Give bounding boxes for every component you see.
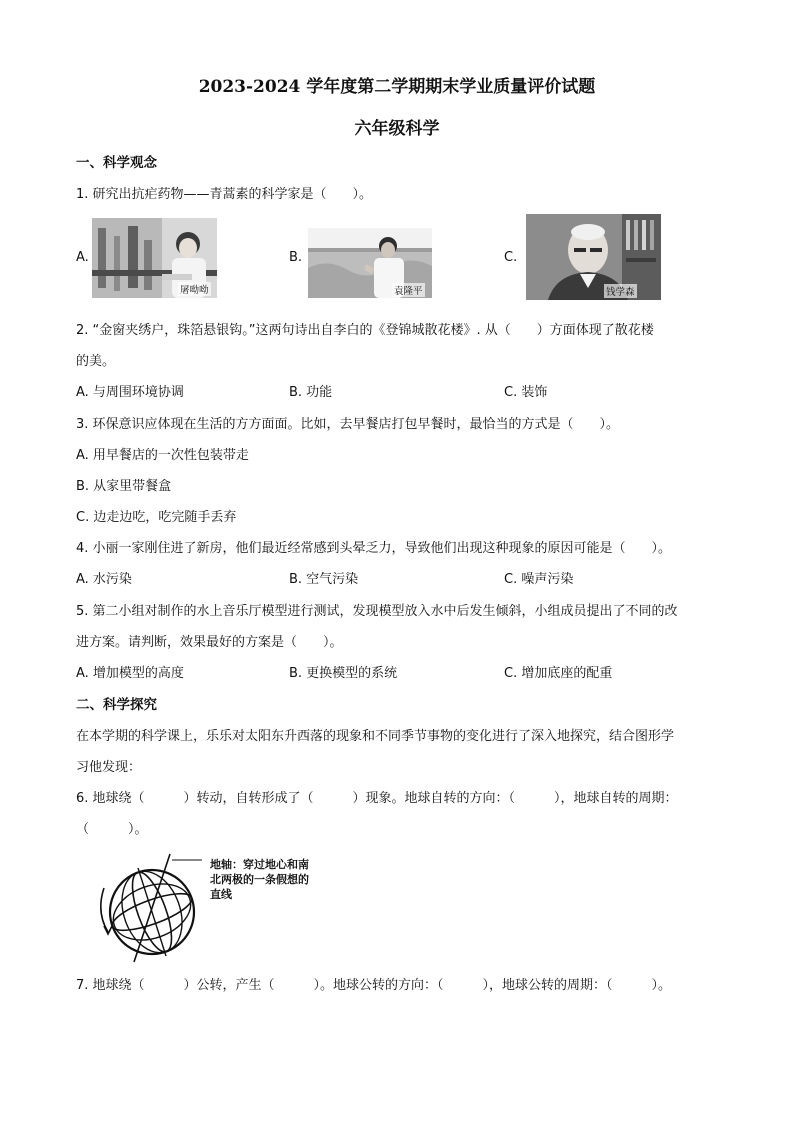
q1-photo-b xyxy=(308,228,432,298)
q3-option-b: B. 从家里带餐盒 xyxy=(76,479,172,494)
q2-option-b: B. 功能 xyxy=(289,385,333,400)
q2-option-a: A. 与周围环境协调 xyxy=(76,385,184,400)
question-7: 7. 地球绕（ ）公转，产生（ ）。地球公转的方向：（ ），地球公转的周期：（ ）。 xyxy=(76,978,672,993)
question-2-line-2: 的美。 xyxy=(76,354,116,369)
q5-option-b: B. 更换模型的系统 xyxy=(289,666,398,681)
q3-option-c: C. 边走边吃，吃完随手丢弃 xyxy=(76,510,237,525)
question-5-line-1: 5. 第二小组对制作的水上音乐厅模型进行测试，发现模型放入水中后发生倾斜，小组成员提出了不同的改 xyxy=(76,604,678,619)
q5-option-c: C. 增加底座的配重 xyxy=(504,666,613,681)
q4-option-a: A. 水污染 xyxy=(76,572,132,587)
question-4: 4. 小丽一家刚住进了新房，他们最近经常感到头晕乏力，导致他们出现这种现象的原因可能是（ ）。 xyxy=(76,541,672,556)
question-1: 1. 研究出抗疟药物——青蒿素的科学家是（ ）。 xyxy=(76,187,373,202)
globe-icon xyxy=(106,863,199,961)
question-5-line-2: 进方案。请判断，效果最好的方案是（ ）。 xyxy=(76,635,343,650)
question-3: 3. 环保意识应体现在生活的方方面面。比如，去早餐店打包早餐时，最恰当的方式是（ ）。 xyxy=(76,417,620,432)
section-heading-2: 二、科学探究 xyxy=(76,697,157,713)
question-6-line-2: （ ）。 xyxy=(76,822,148,837)
section-2-intro-line-1: 在本学期的科学课上，乐乐对太阳东升西落的现象和不同季节事物的变化进行了深入地探究，结合图形学 xyxy=(76,729,675,744)
q2-option-c: C. 装饰 xyxy=(504,385,548,400)
q3-option-a: A. 用早餐店的一次性包装带走 xyxy=(76,448,249,463)
exam-title: 2023-2024 学年度第二学期期末学业质量评价试题 xyxy=(198,77,596,97)
question-6-line-1: 6. 地球绕（ ）转动，自转形成了（ ）现象。地球自转的方向：（ ），地球自转的周期： xyxy=(76,791,678,806)
q1-photo-a xyxy=(92,218,217,298)
q1-option-b-label: B. xyxy=(289,250,303,265)
question-2-line-1: 2. “金窗夹绣户，珠箔悬银钩。”这两句诗出自李白的《登锦城散花楼》. 从（ ）方面体现了散花楼 xyxy=(76,323,654,338)
q5-option-a: A. 增加模型的高度 xyxy=(76,666,184,681)
section-2-intro-line-2: 习他发现： xyxy=(76,760,142,775)
q1-caption-a: 屠呦呦 xyxy=(178,282,211,296)
q1-option-c-label: C. xyxy=(504,250,518,265)
section-heading-1: 一、科学观念 xyxy=(76,155,157,171)
earth-axis-callout: 地轴：穿过地心和南北两极的一条假想的直线 xyxy=(210,858,309,901)
q1-caption-c: 钱学森 xyxy=(604,284,637,298)
q4-option-b: B. 空气污染 xyxy=(289,572,359,587)
q1-caption-b: 袁隆平 xyxy=(392,283,425,297)
q4-option-c: C. 噪声污染 xyxy=(504,572,574,587)
exam-subtitle: 六年级科学 xyxy=(354,119,440,139)
q1-photo-c xyxy=(526,214,661,300)
q1-option-a-label: A. xyxy=(76,250,89,265)
